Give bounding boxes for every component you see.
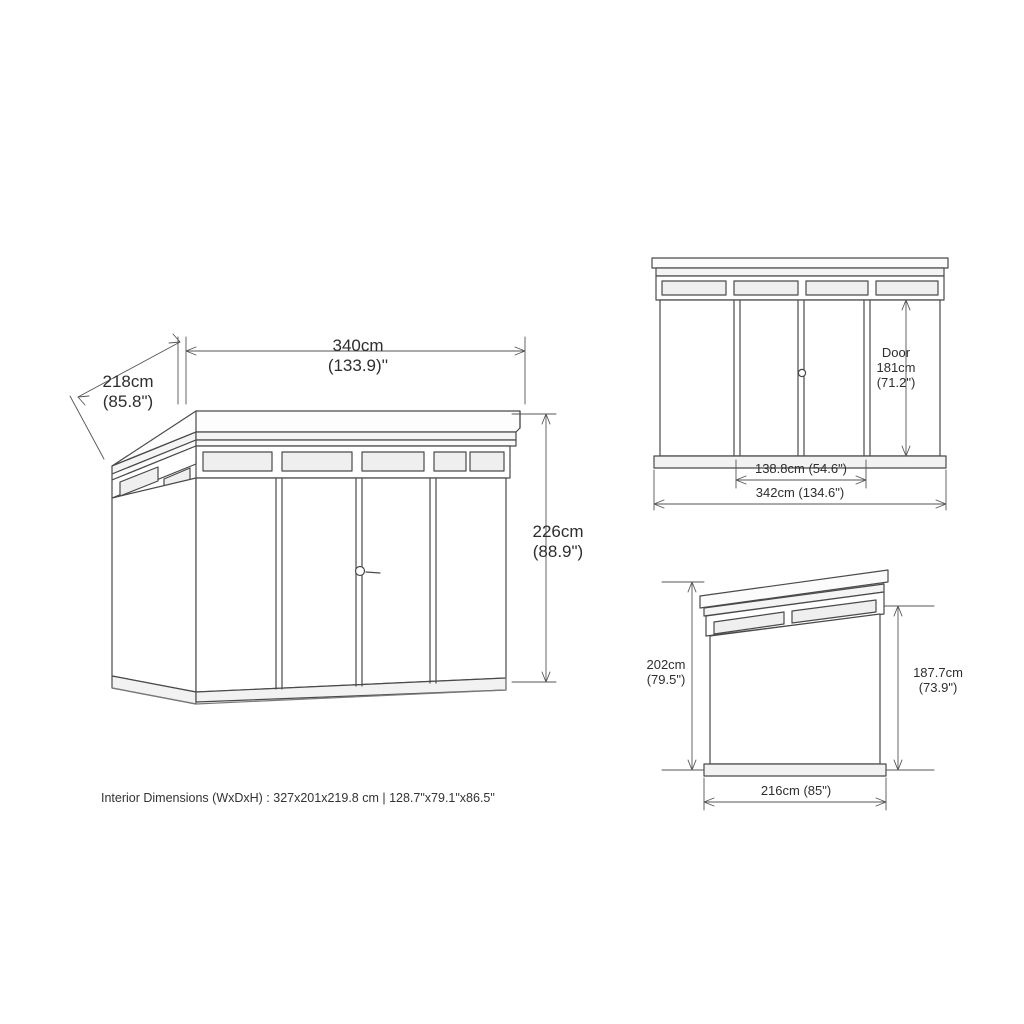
perspective-width-label: 340cm (133.9)'' <box>327 336 389 375</box>
perspective-height-label: 226cm (88.9") <box>532 522 584 561</box>
side-left-height-label: 202cm (79.5") <box>646 657 686 687</box>
rear-door-label: Door 181cm (71.2") <box>876 345 916 390</box>
rear-total-width-label: 342cm (134.6") <box>755 485 845 500</box>
perspective-depth-label: 218cm (85.8") <box>102 372 154 411</box>
front-perspective-shed <box>112 411 520 704</box>
rear-door-width-label: 138.8cm (54.6") <box>754 461 848 476</box>
interior-dimensions-caption: Interior Dimensions (WxDxH) : 327x201x219.8 cm | 128.7"x79.1"x86.5" <box>101 791 495 805</box>
side-elevation-shed <box>700 570 888 776</box>
side-right-height-label: 187.7cm (73.9") <box>913 665 963 695</box>
side-width-label: 216cm (85") <box>760 783 832 798</box>
